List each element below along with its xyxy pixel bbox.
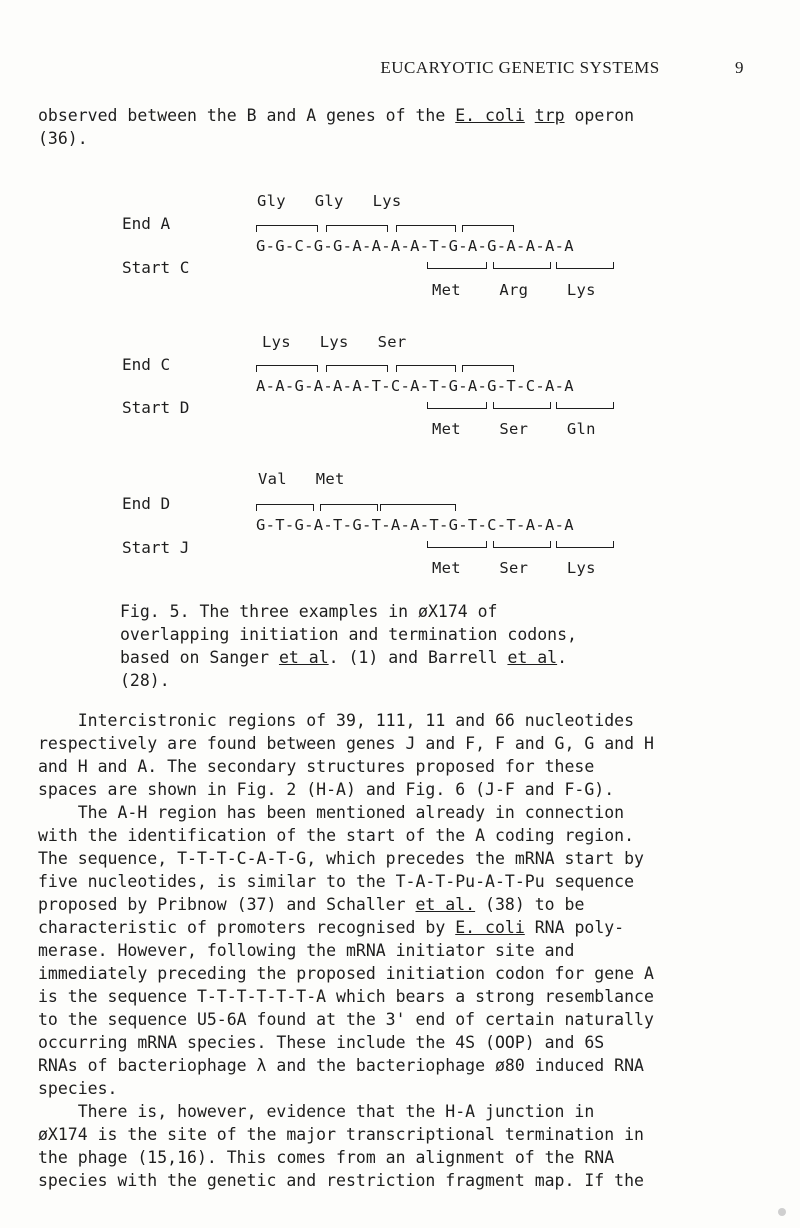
- intro-line-2: (36).: [38, 129, 88, 148]
- codon-bracket: [326, 365, 388, 372]
- codon-bracket: [427, 541, 487, 548]
- body-line: and H and A. The secondary structures proposed for these: [38, 757, 595, 776]
- body-line: spaces are shown in Fig. 2 (H-A) and Fig. 6 (J-F and F-G).: [38, 780, 615, 799]
- body-line: five nucleotides, is similar to the T-A-T-Pu-A-T-Pu sequence: [38, 872, 635, 891]
- codon-bracket: [556, 541, 614, 548]
- bottom-amino-acids: Met Arg Lys: [432, 281, 596, 299]
- body-line: species with the genetic and restriction fragment map. If the: [38, 1171, 644, 1190]
- body-line: merase. However, following the mRNA initiator site and: [38, 941, 575, 960]
- top-amino-acids: Gly Gly Lys: [257, 192, 402, 210]
- codon-bracket: [427, 262, 487, 269]
- codon-bracket: [396, 225, 456, 232]
- end-label: End A: [122, 214, 171, 233]
- codon-bracket: [462, 365, 514, 372]
- codon-bracket: [493, 262, 551, 269]
- body-line: proposed by Pribnow (37) and Schaller et al. (38) to be: [38, 895, 585, 914]
- header-title: EUCARYOTIC GENETIC SYSTEMS: [380, 58, 660, 77]
- codon-bracket: [493, 402, 551, 409]
- body-line: The A-H region has been mentioned already in connection: [38, 803, 625, 822]
- codon-bracket: [326, 225, 388, 232]
- body-line: øX174 is the site of the major transcriptional termination in: [38, 1125, 644, 1144]
- body-line: with the identification of the start of the A coding region.: [38, 826, 635, 845]
- top-amino-acids: Lys Lys Ser: [262, 333, 407, 351]
- end-label: End D: [122, 494, 171, 513]
- body-line: RNAs of bacteriophage λ and the bacteriophage ø80 induced RNA: [38, 1056, 644, 1075]
- codon-bracket: [493, 541, 551, 548]
- codon-bracket: [556, 262, 614, 269]
- codon-bracket: [256, 225, 318, 232]
- nucleotide-sequence: A-A-G-A-A-A-T-C-A-T-G-A-G-T-C-A-A: [256, 377, 574, 395]
- codon-bracket: [556, 402, 614, 409]
- nucleotide-sequence: G-G-C-G-G-A-A-A-A-T-G-A-G-A-A-A-A: [256, 237, 574, 255]
- figure-caption-line-3: based on Sanger et al. (1) and Barrell et al.: [120, 648, 568, 667]
- start-label: Start C: [122, 258, 190, 277]
- body-line: the phage (15,16). This comes from an alignment of the RNA: [38, 1148, 615, 1167]
- body-line: characteristic of promoters recognised by E. coli RNA poly-: [38, 918, 625, 937]
- codon-bracket: [396, 365, 456, 372]
- codon-bracket: [256, 504, 314, 511]
- body-line: The sequence, T-T-T-C-A-T-G, which precedes the mRNA start by: [38, 849, 644, 868]
- figure-caption-line-2: overlapping initiation and termination codons,: [120, 625, 577, 644]
- top-amino-acids: Val Met: [258, 470, 345, 488]
- codon-bracket: [427, 402, 487, 409]
- codon-bracket: [380, 504, 456, 511]
- figure-caption-line-4: (28).: [120, 671, 170, 690]
- running-header: [300, 58, 744, 78]
- body-line: species.: [38, 1079, 118, 1098]
- codon-bracket: [256, 365, 318, 372]
- page-number: 9: [735, 58, 744, 77]
- body-line: is the sequence T-T-T-T-T-T-A which bears a strong resemblance: [38, 987, 654, 1006]
- bottom-amino-acids: Met Ser Gln: [432, 420, 596, 438]
- intro-line-1: observed between the B and A genes of the E. coli trp operon: [38, 106, 635, 125]
- body-line: There is, however, evidence that the H-A junction in: [38, 1102, 595, 1121]
- codon-bracket: [320, 504, 378, 511]
- body-line: immediately preceding the proposed initiation codon for gene A: [38, 964, 654, 983]
- body-line: to the sequence U5-6A found at the 3' end of certain naturally: [38, 1010, 654, 1029]
- body-line: occurring mRNA species. These include the 4S (OOP) and 6S: [38, 1033, 605, 1052]
- nucleotide-sequence: G-T-G-A-T-G-T-A-A-T-G-T-C-T-A-A-A: [256, 516, 574, 534]
- codon-bracket: [462, 225, 514, 232]
- figure-caption-line-1: Fig. 5. The three examples in øX174 of: [120, 602, 498, 621]
- start-label: Start D: [122, 398, 190, 417]
- scan-mark: [778, 1208, 786, 1216]
- end-label: End C: [122, 355, 171, 374]
- start-label: Start J: [122, 538, 190, 557]
- body-line: respectively are found between genes J and F, F and G, G and H: [38, 734, 654, 753]
- body-line: Intercistronic regions of 39, 111, 11 and 66 nucleotides: [38, 711, 635, 730]
- bottom-amino-acids: Met Ser Lys: [432, 559, 596, 577]
